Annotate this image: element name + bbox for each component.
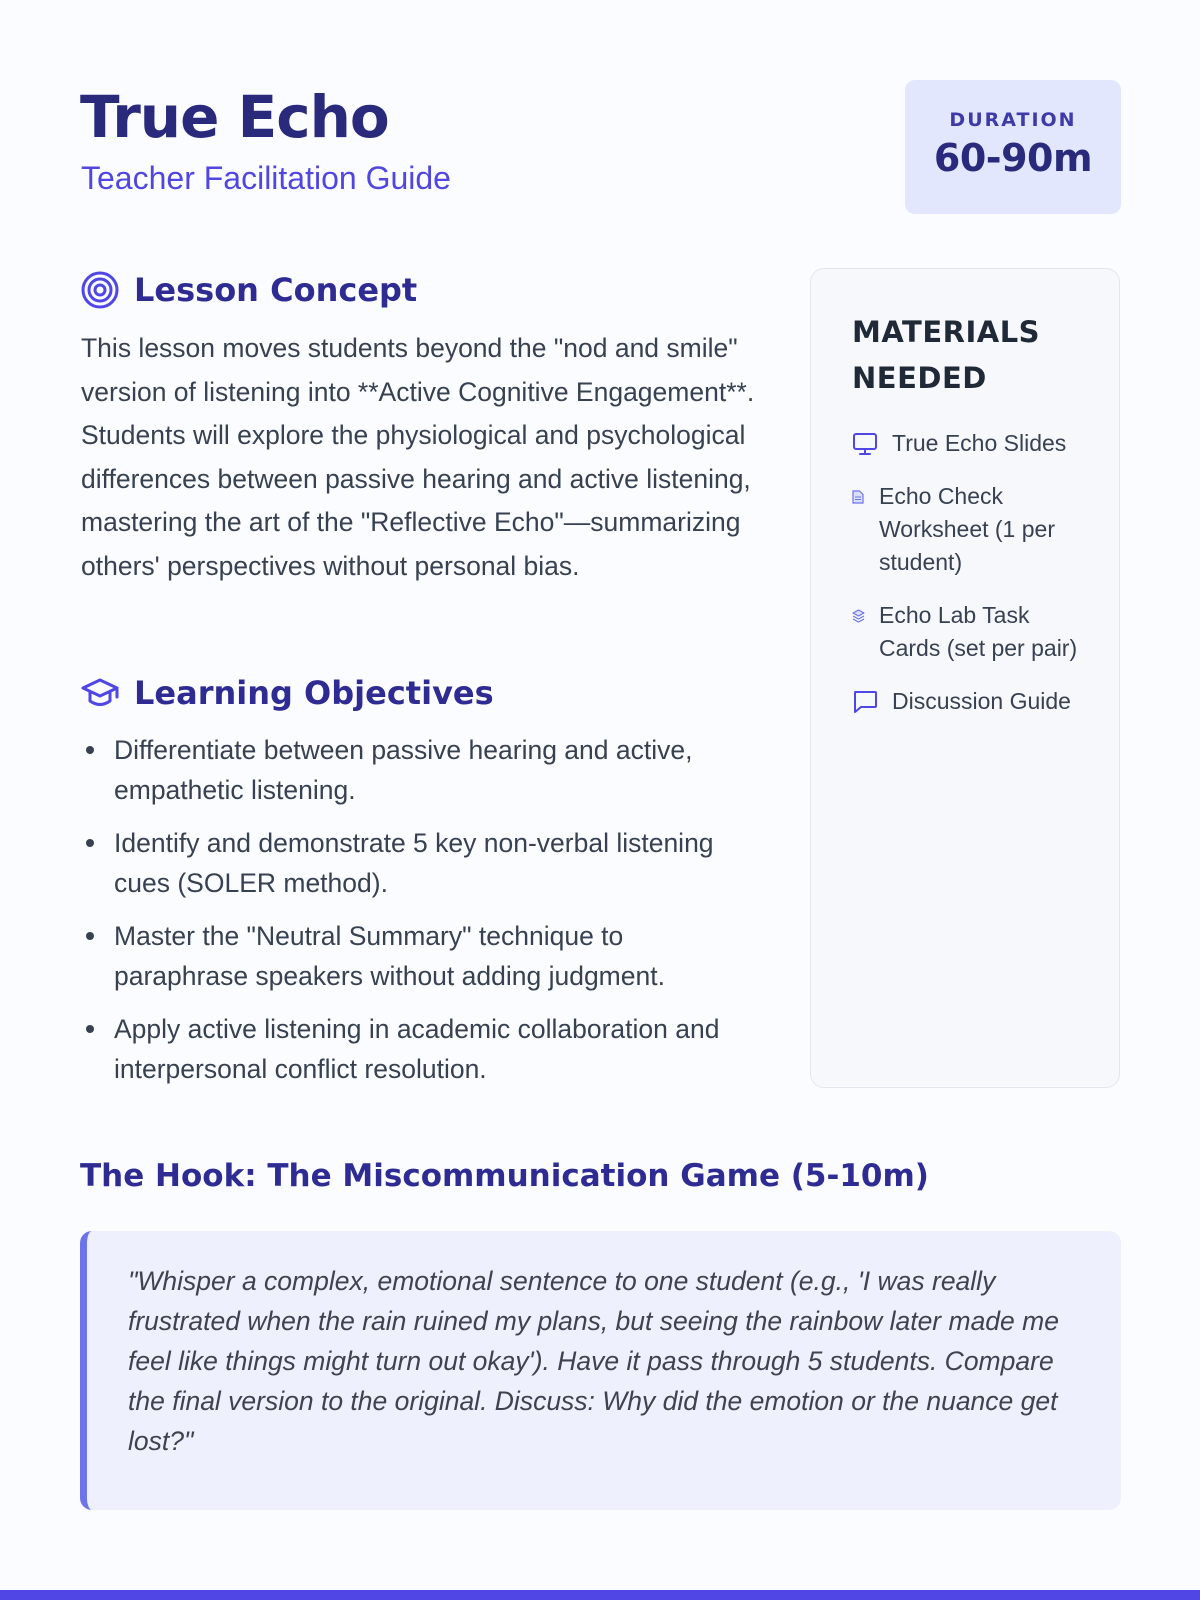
chat-bubble-icon — [852, 685, 892, 718]
lesson-concept-heading — [80, 270, 417, 310]
lesson-concept-heading-text: Lesson Concept — [134, 271, 418, 309]
monitor-icon — [852, 427, 892, 460]
bullet — [86, 1025, 94, 1033]
page-subtitle: Teacher Facilitation Guide — [81, 160, 451, 196]
material-item — [852, 599, 1092, 665]
duration-badge — [905, 80, 1121, 214]
objective-item — [80, 823, 760, 903]
learning-objectives-heading-text: Learning Objectives — [134, 674, 494, 712]
objective-item — [80, 730, 760, 810]
bullet — [86, 746, 94, 754]
graduation-cap-icon — [80, 673, 120, 713]
objective-text: Differentiate between passive hearing and active, empathetic listening. — [114, 735, 693, 805]
material-item — [852, 685, 1092, 718]
footer-accent-bar — [0, 1590, 1200, 1600]
hook-heading: The Hook: The Miscommunication Game (5-10m) — [80, 1158, 929, 1194]
objective-item — [80, 1009, 760, 1089]
material-label: Echo Check Worksheet (1 per student) — [879, 483, 1055, 575]
hook-quote-text: "Whisper a complex, emotional sentence to one student (e.g., 'I was really frustrated when the rain ruined my plans, but seeing the rainbow later made me feel like things might turn out okay'). Have it pass through 5 students. Compare the final version to the original. Discuss: Why did the emotion or the nuance get lost?" — [128, 1266, 1059, 1456]
page-title: True Echo — [80, 83, 389, 151]
layers-icon — [852, 599, 879, 632]
material-item — [852, 480, 1092, 579]
learning-objectives-heading — [80, 673, 494, 713]
learning-objectives-list — [80, 730, 760, 1102]
bullet — [86, 839, 94, 847]
duration-label: DURATION — [949, 109, 1077, 131]
material-label: Echo Lab Task Cards (set per pair) — [879, 602, 1078, 661]
objective-text: Apply active listening in academic collaboration and interpersonal conflict resolution. — [114, 1014, 720, 1084]
objective-item — [80, 916, 760, 996]
materials-title: MATERIALS NEEDED — [852, 315, 1041, 395]
materials-panel — [810, 268, 1120, 1088]
hook-quote-box — [80, 1231, 1121, 1510]
target-icon — [80, 270, 120, 310]
lesson-concept-text: This lesson moves students beyond the "nod and smile" version of listening into **Active Cognitive Engagement**. Students will explore the physiological and psychological differences between passive hearing and active listening, mastering the art of the "Reflective Echo"—summarizing others' perspectives without personal bias. — [81, 333, 755, 581]
material-item — [852, 427, 1092, 460]
material-label: Discussion Guide — [892, 688, 1071, 714]
duration-value: 60-90m — [933, 136, 1093, 180]
material-label: True Echo Slides — [892, 430, 1067, 456]
objective-text: Identify and demonstrate 5 key non-verbal listening cues (SOLER method). — [114, 828, 714, 898]
materials-list — [852, 427, 1092, 738]
document-icon — [852, 480, 879, 513]
objective-text: Master the "Neutral Summary" technique to paraphrase speakers without adding judgment. — [114, 921, 665, 991]
bullet — [86, 932, 94, 940]
